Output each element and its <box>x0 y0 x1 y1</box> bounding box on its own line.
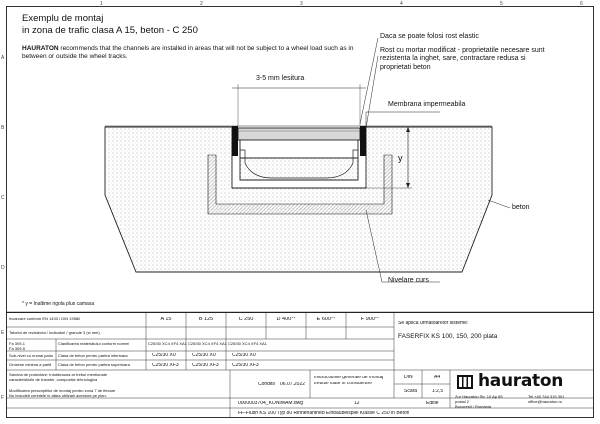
tb-disclaimer-3: Modificarea prescriptiilor de montaj pentru zona 7 de fiecare <box>9 389 116 393</box>
callout-membrana: Membrana impermeabila <box>388 101 466 108</box>
callout-lesitura: 3-5 mm lesitura <box>256 75 305 82</box>
tb-class-e600: E 600** <box>316 317 336 322</box>
tb-row3c: Clasificarea materialului conform normei <box>58 342 130 346</box>
tb-edition: Editie <box>426 401 439 406</box>
tb-disclaimer-1: Sarcina de proiectare: Intotdeauna ar trebui mentionate <box>9 373 108 377</box>
tb-address-2: postal 2 <box>455 400 470 404</box>
grid-mark-side-b: B <box>1 125 5 131</box>
title-block <box>6 312 594 419</box>
intro-brand: HAURATON <box>22 45 59 52</box>
callout-rost-elastic: Daca se poate folosi rost elastic <box>380 33 479 40</box>
title-line-1: Exemplu de montaj <box>22 13 104 24</box>
tb-disclaimer-2: caracteristicile de transfer, compoziție tehnologica <box>9 378 98 382</box>
tb-phone: Tel +40 744 315 301 <box>528 395 565 399</box>
tb-bottom-caption: FF-Flush KS 100 Typ 80 Rinnenantrieb Einbaubeispiel Klasse C 250 in Beton <box>238 411 410 416</box>
tb-row3a: Fa 309-1 <box>9 342 26 346</box>
tb-product: FASERFIX KS 100, 150, 200 plata <box>398 333 498 340</box>
tb-class-f900: F 900** <box>360 317 380 322</box>
intro-text: recommends that the channels are installed in areas that will not be subject to a wheel load such as in between or outside the wheel tracks. <box>22 45 354 60</box>
tb-class-c250: C 250 <box>238 317 254 322</box>
tb-instruction-1: Instructiunile generale de montaj <box>314 376 384 380</box>
footnote: * y = Inaltime rigola plus camasa <box>22 301 95 307</box>
tb-disclaimer-4: Nu includeti cerintele in afara utilizarii acestora pe plan. <box>9 394 107 398</box>
tb-row5a: Grosime minima a partii <box>9 363 52 367</box>
tb-class-a15: A 15 <box>160 317 172 322</box>
tb-scale-label: Scara <box>404 389 418 394</box>
tb-row5-val-c: C25/30 XF3 <box>232 363 259 368</box>
title-line-2: in zona de trafic clasa A 15, beton - C 250 <box>22 24 198 36</box>
tb-format: A4 <box>434 375 441 380</box>
concrete-bed <box>105 127 492 272</box>
tb-scale: 1:2,5 <box>432 389 444 394</box>
grid-mark-top-2: 2 <box>200 1 203 7</box>
callout-y: y <box>398 153 403 163</box>
callout-rost-mortar-line-3: proprietati beton <box>380 63 431 71</box>
mortar-joint-right <box>360 126 366 156</box>
tb-row4-val-c: C25/30 X0 <box>232 353 256 358</box>
grid-mark-top-3: 3 <box>300 1 303 7</box>
callout-beton: beton <box>512 204 530 211</box>
tb-conditii-label: Conditii <box>258 382 275 387</box>
grid-mark-top-4: 4 <box>400 1 403 7</box>
grid-mark-side-f: F <box>1 395 5 401</box>
tb-row4b: Clasa de beton pentru partea inferioara <box>58 354 128 358</box>
tb-row3b: Fa 309-5 <box>9 347 26 351</box>
tb-row3-val-c: C25/30 XC4 XF4 XA1 <box>228 342 267 346</box>
tb-date: 06.07.2022 <box>280 382 306 387</box>
tb-row4-val-a: C25/30 X0 <box>152 353 176 358</box>
tb-row2: Tabelul de rezistenta / Indicatori / granule 3 (w mm) <box>9 331 100 335</box>
grid-mark-top-6: 6 <box>580 1 583 7</box>
grid-mark-side-d: D <box>1 265 5 271</box>
tb-class-d400: D 400** <box>276 317 296 322</box>
tb-instruction-2: trebuie luate in considerare <box>314 382 372 386</box>
grid-mark-side-e: E <box>1 330 5 336</box>
tb-class-b125: B 125 <box>198 317 214 322</box>
tb-row5-val-b: C25/30 XF3 <box>192 363 219 368</box>
channel-grate <box>238 128 360 140</box>
leader-beton <box>488 200 510 208</box>
tb-row5-val-a: C25/30 XF3 <box>152 363 179 368</box>
hauraton-logo-icon <box>457 375 473 389</box>
tb-din-label: DIN <box>404 375 413 380</box>
tb-row4-val-b: C25/30 X0 <box>192 353 216 358</box>
tb-row3-val-b: C25/30 XC4 XF4 XA1 <box>188 342 227 346</box>
callout-rost-mortar <box>380 47 545 72</box>
hauraton-logo: hauraton <box>478 371 564 391</box>
tb-product-heading: Se aplica urmatoarelor sisteme: <box>398 321 469 326</box>
callout-rost-mortar-line-2: rezistenta la inghet, sare, contractare redusa si <box>380 55 526 63</box>
tb-address-3: Bucuresti / Romania <box>455 405 492 409</box>
tb-row3-val-a: C25/30 XC4 XF4 XA1 <box>148 342 187 346</box>
tb-address-1: Zur Hauraton Str. 10 Ap 85 <box>455 395 503 399</box>
tb-drawing-no: 0000003704_KONIMAM.dwg <box>238 401 304 406</box>
tb-row5b: Clasa de beton pentru partea superioara <box>58 363 130 367</box>
callout-nivelare: Nivelare curs <box>388 277 429 284</box>
tb-standard: Incarcare conform EN 1433 / DIN 19580 <box>9 317 81 321</box>
grid-mark-side-c: C <box>1 195 5 201</box>
grid-mark-top-1: 1 <box>100 1 103 7</box>
tb-email: office@hauraton.ro <box>528 400 563 404</box>
tb-row4a: Sub-nivel cu numai patru <box>9 354 54 358</box>
grid-mark-side-a: A <box>1 55 5 61</box>
tb-sheet: 12 <box>354 401 360 406</box>
callout-rost-mortar-line-1: Rost cu mortar modificat - proprietatile necesare sunt <box>380 47 545 54</box>
mortar-joint-left <box>232 126 238 156</box>
grid-mark-top-5: 5 <box>500 1 503 7</box>
